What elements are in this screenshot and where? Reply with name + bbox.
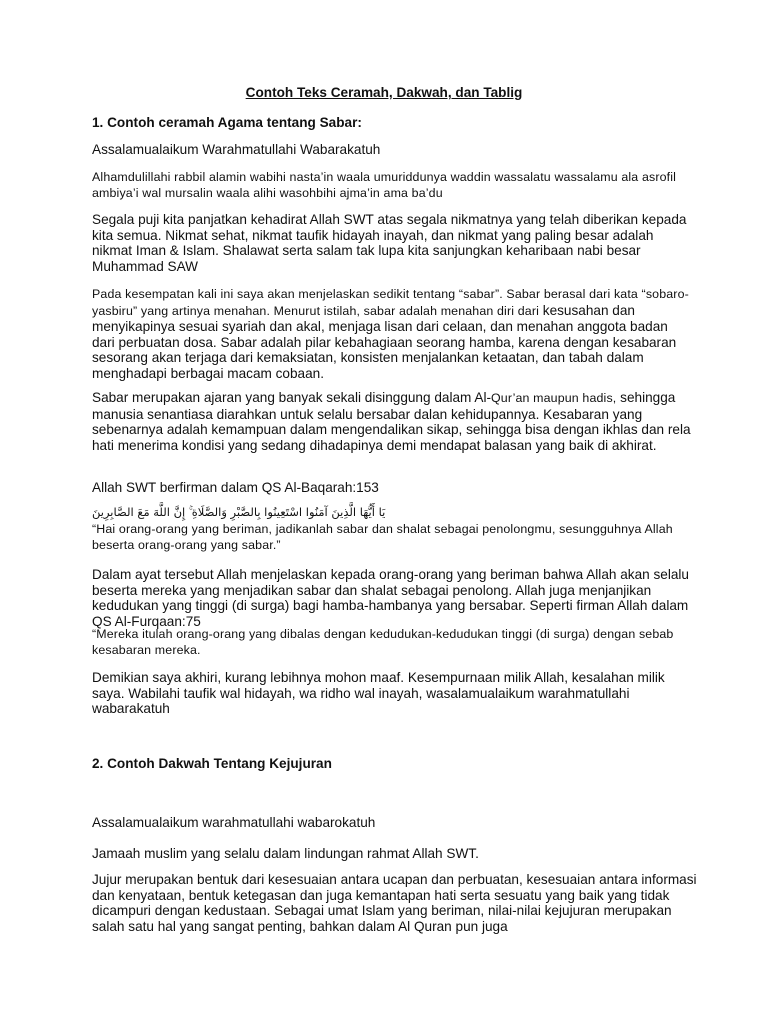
section2-salam: Assalamualaikum warahmatullahi wabarokatuh — [92, 815, 376, 830]
section1-paragraph-2-part1: Pada kesempatan kali ini saya akan menjelaskan sedikit tentang “sabar”. Sabar berasal dari kata “sobaro-yasbiru” yang artinya menahan. Menurut istilah, sabar adalah menahan diri dari — [92, 287, 689, 318]
document-title: Contoh Teks Ceramah, Dakwah, dan Tablig — [245, 85, 523, 100]
verse-intro: Allah SWT berfirman dalam QS Al-Baqarah:153 — [92, 480, 379, 495]
section1-paragraph-2-part2: kesusahan dan menyikapinya sesuai syariah dan akal, menjaga lisan dari celaan, dan menahan anggota badan dari perbuatan dosa. Sabar adalah pilar kebahagiaan seorang hamba, karena dengan kesabaran sesorang akan terjaga dari kemaksiatan, konsisten menjalankan ketaatan, dan tabah dalam menghadapi berbagai macam cobaan. — [92, 302, 677, 381]
section1-paragraph-3-part3: sehingga manusia senantiasa diarahkan untuk selalu bersabar dalan kehidupannya. Kesabaran yang sebenarnya adalah kemampuan dalam mengendalikan sikap, sehingga bisa dengan ikhlas dan rela hati menerima kondisi yang sedang dihadapinya demi mendapat balasan yang baik di akhirat. — [92, 390, 691, 453]
section1-paragraph-3-part1: Sabar merupakan ajaran yang banyak sekali disinggung dalam Al- — [92, 390, 491, 405]
arabic-verse: يَا أَيُّهَا الَّذِينَ آمَنُوا اسْتَعِينُوا بِالصَّبْرِ وَالصَّلَاةِ ۚ إِنَّ اللَّهَ مَعَ الصَّابِرِينَ — [92, 505, 386, 519]
section2-heading: 2. Contoh Dakwah Tentang Kejujuran — [92, 756, 332, 771]
section1-hamdalah: Alhamdulillahi rabbil alamin wabihi nasta’in waala umuriddunya waddin wassalatu wassalamu ala asrofil ambiya’i wal mursalin waala alihi wasohbihi ajma’in ama ba’du — [92, 170, 677, 200]
section1-paragraph-2 — [92, 286, 692, 382]
section1-heading: 1. Contoh ceramah Agama tentang Sabar: — [92, 115, 362, 130]
section1-salam: Assalamualaikum Warahmatullahi Wabarakatuh — [92, 142, 381, 157]
section1-paragraph-3 — [92, 390, 692, 453]
section2-greeting: Jamaah muslim yang selalu dalam lindungan rahmat Allah SWT. — [92, 846, 479, 861]
section1-closing: Demikian saya akhiri, kurang lebihnya mohon maaf. Kesempurnaan milik Allah, kesalahan milik saya. Wabilahi taufik wal hidayah, wa ridho wal inayah, wasalamualaikum warahmatullahi wabarakatuh — [92, 670, 665, 717]
section1-paragraph-1: Segala puji kita panjatkan kehadirat Allah SWT atas segala nikmatnya yang telah diberikan kepada kita semua. Nikmat sehat, nikmat taufik hidayah inayah, dan nikmat yang paling besar adalah nikmat Iman & Islam. Shalawat serta salam tak lupa kita sanjungkan keharibaan nabi besar Muhammad SAW — [92, 212, 687, 274]
section1-paragraph-4: Dalam ayat tersebut Allah menjelaskan kepada orang-orang yang beriman bahwa Allah akan selalu beserta mereka yang menjadikan sabar dan shalat sebagai penolong. Allah juga menjanjikan kedudukan yang tinggi (di surga) bagi hamba-hambanya yang bersabar. Seperti firman Allah dalam QS Al-Furqaan:75 — [92, 567, 689, 629]
furqaan-quote: “Mereka itulah orang-orang yang dibalas dengan kedudukan-kedudukan tinggi (di surga) dengan sebab kesabaran mereka. — [92, 627, 674, 657]
verse-translation: “Hai orang-orang yang beriman, jadikanlah sabar dan shalat sebagai penolongmu, sesungguhnya Allah beserta orang-orang yang sabar.” — [92, 522, 673, 552]
section1-paragraph-3-part2: Qur’an maupun hadis, — [491, 391, 617, 405]
section2-paragraph-1: Jujur merupakan bentuk dari kesesuaian antara ucapan dan perbuatan, kesesuaian antara informasi dan kenyataan, bentuk ketegasan dan juga kemantapan hati serta sesuatu yang baik yang tidak dicampuri dengan kedustaan. Sebagai umat Islam yang beriman, nilai-nilai kejujuran merupakan salah satu hal yang sangat penting, bahkan dalam Al Quran pun juga — [92, 872, 697, 934]
